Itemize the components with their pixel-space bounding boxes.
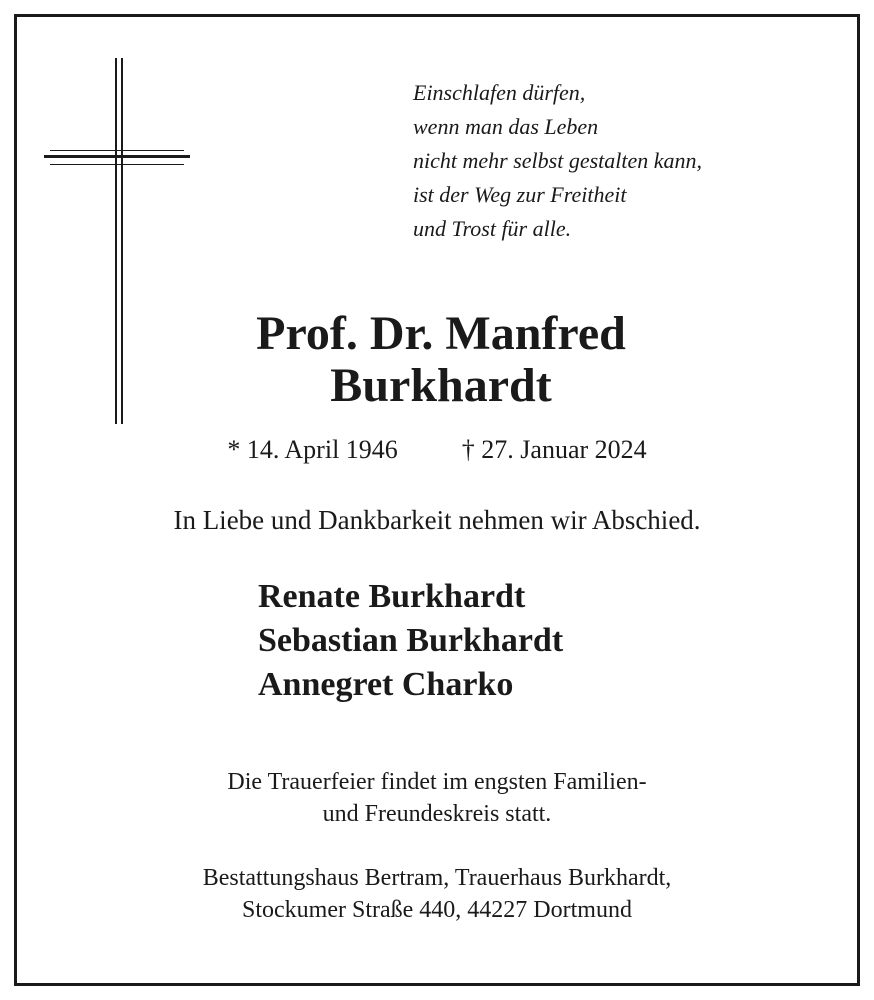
address-line: Bestattungshaus Bertram, Trauerhaus Burkhardt, (202, 865, 672, 891)
service-info (0, 766, 874, 830)
death-date: † 27. Januar 2024 (461, 435, 647, 464)
poem-line: nicht mehr selbst gestalten kann, (413, 148, 703, 173)
family-member: Renate Burkhardt (258, 578, 526, 615)
funeral-home-address (0, 862, 874, 926)
family-list (258, 575, 563, 707)
family-member: Annegret Charko (258, 666, 514, 703)
poem-line: und Trost für alle. (413, 216, 572, 241)
deceased-name-line2: Burkhardt (330, 359, 552, 412)
address-line: Stockumer Straße 440, 44227 Dortmund (242, 897, 632, 923)
poem (413, 76, 702, 246)
poem-line: Einschlafen dürfen, (413, 80, 586, 105)
service-line: und Freundeskreis statt. (322, 801, 552, 827)
farewell-text: In Liebe und Dankbarkeit nehmen wir Abschied. (173, 505, 701, 535)
poem-line: ist der Weg zur Freitheit (413, 182, 627, 207)
deceased-name-line1: Prof. Dr. Manfred (256, 307, 626, 360)
life-dates (0, 433, 874, 467)
deceased-name (0, 308, 874, 412)
birth-date: * 14. April 1946 (227, 435, 398, 464)
poem-line: wenn man das Leben (413, 114, 599, 139)
service-line: Die Trauerfeier findet im engsten Familien- (227, 769, 647, 795)
family-member: Sebastian Burkhardt (258, 622, 564, 659)
